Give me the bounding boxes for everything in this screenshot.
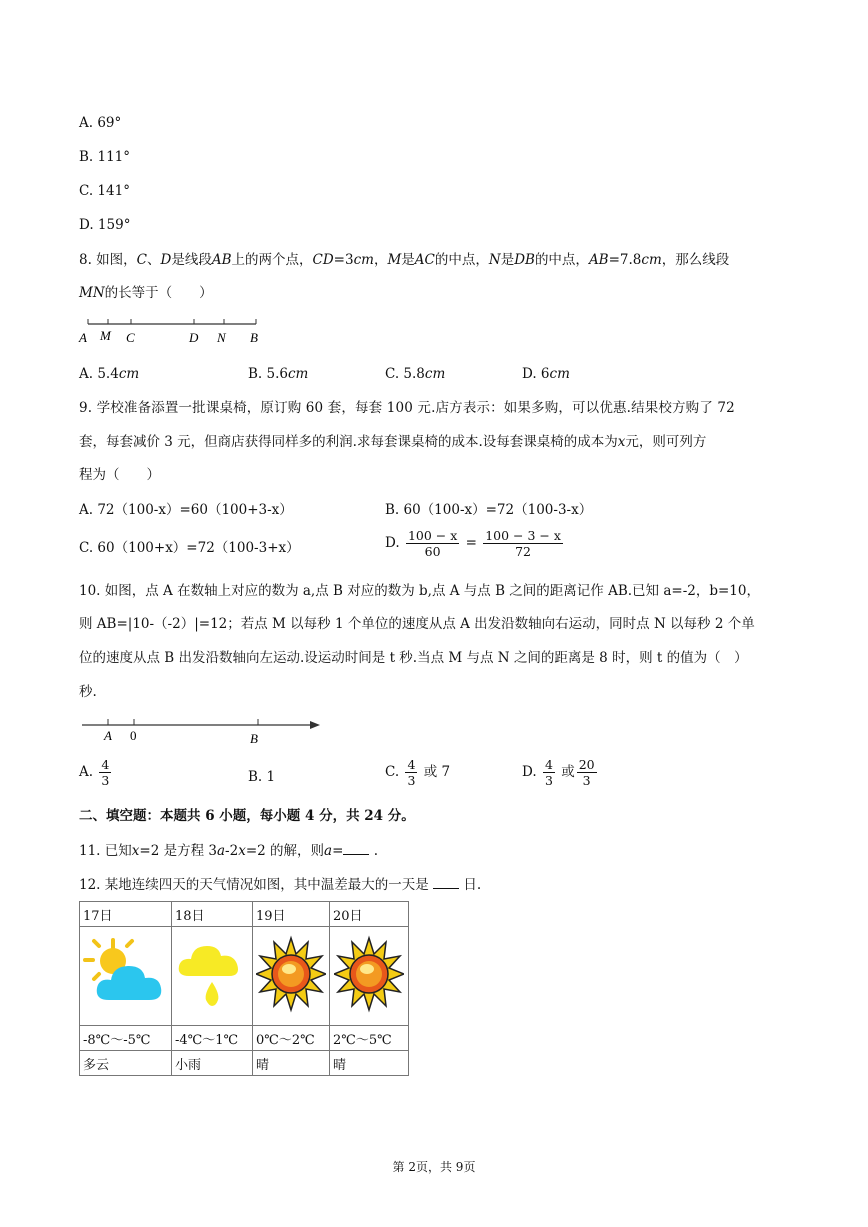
- weather-table: [79, 901, 409, 1076]
- fraction: $\frac{100 - x}{60}$: [407, 528, 458, 559]
- q8-option-c: C. 5.8cm: [385, 366, 446, 382]
- q9-option-b: B. 60（100-x）=72（100-3-x）: [385, 502, 593, 518]
- q8-option-a: A. 5.4cm: [79, 366, 140, 382]
- q9-option-d: D. $\frac{100 - x}{60}$ = $\frac{100 - 3 - x}{72}$: [385, 528, 561, 559]
- label-n: N: [217, 330, 226, 345]
- label-a: A: [79, 330, 87, 345]
- q10-option-d: D. $\frac{4}{3}$ 或 $\frac{20}{3}$: [522, 757, 595, 788]
- label-c: C: [126, 330, 135, 345]
- label-d: D: [189, 330, 199, 345]
- day-cell: 18日: [172, 902, 253, 927]
- q10-number-line: [80, 715, 330, 747]
- q12-stem: 12. 某地连续四天的天气情况如图，其中温差最大的一天是 日.: [79, 874, 481, 895]
- fraction: $\frac{4}{3}$: [407, 757, 416, 788]
- fraction: $\frac{4}{3}$: [101, 757, 110, 788]
- icon-cell: [80, 927, 172, 1026]
- q11-stem: 11. 已知x=2 是方程 3a-2x=2 的解，则a= .: [79, 840, 378, 861]
- sunny-icon: [334, 934, 404, 1014]
- q7-option-b: B. 111°: [79, 149, 131, 165]
- table-row: [80, 1026, 409, 1051]
- q8-stem-line2: MN的长等于（ ）: [79, 285, 213, 301]
- temp-cell: -8℃～-5℃: [80, 1026, 172, 1051]
- temp-cell: 0℃～2℃: [253, 1026, 330, 1051]
- axis-label-b: B: [250, 731, 258, 746]
- section-heading: 二、填空题：本题共 6 小题，每小题 4 分，共 24 分。: [79, 808, 415, 824]
- q9-option-a: A. 72（100-x）=60（100+3-x）: [79, 502, 293, 518]
- temp-cell: -4℃～1℃: [172, 1026, 253, 1051]
- table-row: [80, 1051, 409, 1076]
- label-b: B: [250, 330, 258, 345]
- icon-cell: [172, 927, 253, 1026]
- day-cell: 20日: [330, 902, 409, 927]
- fraction: $\frac{4}{3}$: [544, 757, 553, 788]
- table-row: [80, 902, 409, 927]
- q9-option-c: C. 60（100+x）=72（100-3+x）: [79, 540, 300, 556]
- q10-stem-line1: 10. 如图，点 A 在数轴上对应的数为 a,点 B 对应的数为 b,点 A 与点 B 之间的距离记作 AB.已知 a=-2，b=10，: [79, 583, 760, 599]
- q8-option-b: B. 5.6cm: [248, 366, 309, 382]
- temp-cell: 2℃～5℃: [330, 1026, 409, 1051]
- fraction: $\frac{100 - 3 - x}{72}$: [485, 528, 561, 559]
- day-cell: 17日: [80, 902, 172, 927]
- q8-segment-figure: [76, 315, 276, 347]
- q7-option-a: A. 69°: [79, 115, 122, 131]
- condition-cell: 晴: [253, 1051, 330, 1076]
- answer-blank[interactable]: [433, 874, 459, 889]
- q10-option-b: B. 1: [248, 769, 276, 785]
- answer-blank[interactable]: [343, 840, 369, 855]
- axis-label-a: A: [104, 728, 112, 743]
- q10-stem-line2: 则 AB=|10-（-2）|=12；若点 M 以每秒 1 个单位的速度从点 A 出发沿数轴向右运动，同时点 N 以每秒 2 个单: [79, 616, 755, 632]
- q10-stem-line3: 位的速度从点 B 出发沿数轴向左运动.设运动时间是 t 秒.当点 M 与点 N 之间的距离是 8 时，则 t 的值为（ ）: [79, 650, 748, 666]
- q10-stem-line4: 秒.: [79, 684, 97, 700]
- page-footer: 第 2页，共 9页: [392, 1160, 476, 1174]
- q7-option-d: D. 159°: [79, 217, 131, 233]
- q9-stem-line2: 套，每套减价 3 元，但商店获得同样多的利润.求每套课桌椅的成本.设每套课桌椅的成本为x元，则可列方: [79, 434, 707, 450]
- icon-cell: [330, 927, 409, 1026]
- axis-label-zero: 0: [130, 728, 137, 743]
- sunny-icon: [256, 934, 326, 1014]
- label-m: M: [100, 328, 111, 343]
- day-cell: 19日: [253, 902, 330, 927]
- light-rain-icon: [175, 934, 249, 1014]
- q8-option-d: D. 6cm: [522, 366, 570, 382]
- icon-cell: [253, 927, 330, 1026]
- q9-stem-line3: 程为（ ）: [79, 467, 160, 483]
- condition-cell: 晴: [330, 1051, 409, 1076]
- partly-cloudy-icon: [83, 934, 169, 1014]
- condition-cell: 小雨: [172, 1051, 253, 1076]
- condition-cell: 多云: [80, 1051, 172, 1076]
- q9-stem-line1: 9. 学校准备添置一批课桌椅，原订购 60 套，每套 100 元.店方表示：如果多购，可以优惠.结果校方购了 72: [79, 400, 735, 416]
- q8-stem-line1: 8. 如图，C、D是线段AB上的两个点，CD=3cm，M是AC的中点，N是DB的中点，AB=7.8cm，那么线段: [79, 252, 730, 268]
- q7-option-c: C. 141°: [79, 183, 130, 199]
- table-row: [80, 927, 409, 1026]
- q10-option-c: C. $\frac{4}{3}$ 或 7: [385, 757, 451, 788]
- fraction: $\frac{20}{3}$: [578, 757, 595, 788]
- q10-option-a: A. $\frac{4}{3}$: [79, 757, 110, 788]
